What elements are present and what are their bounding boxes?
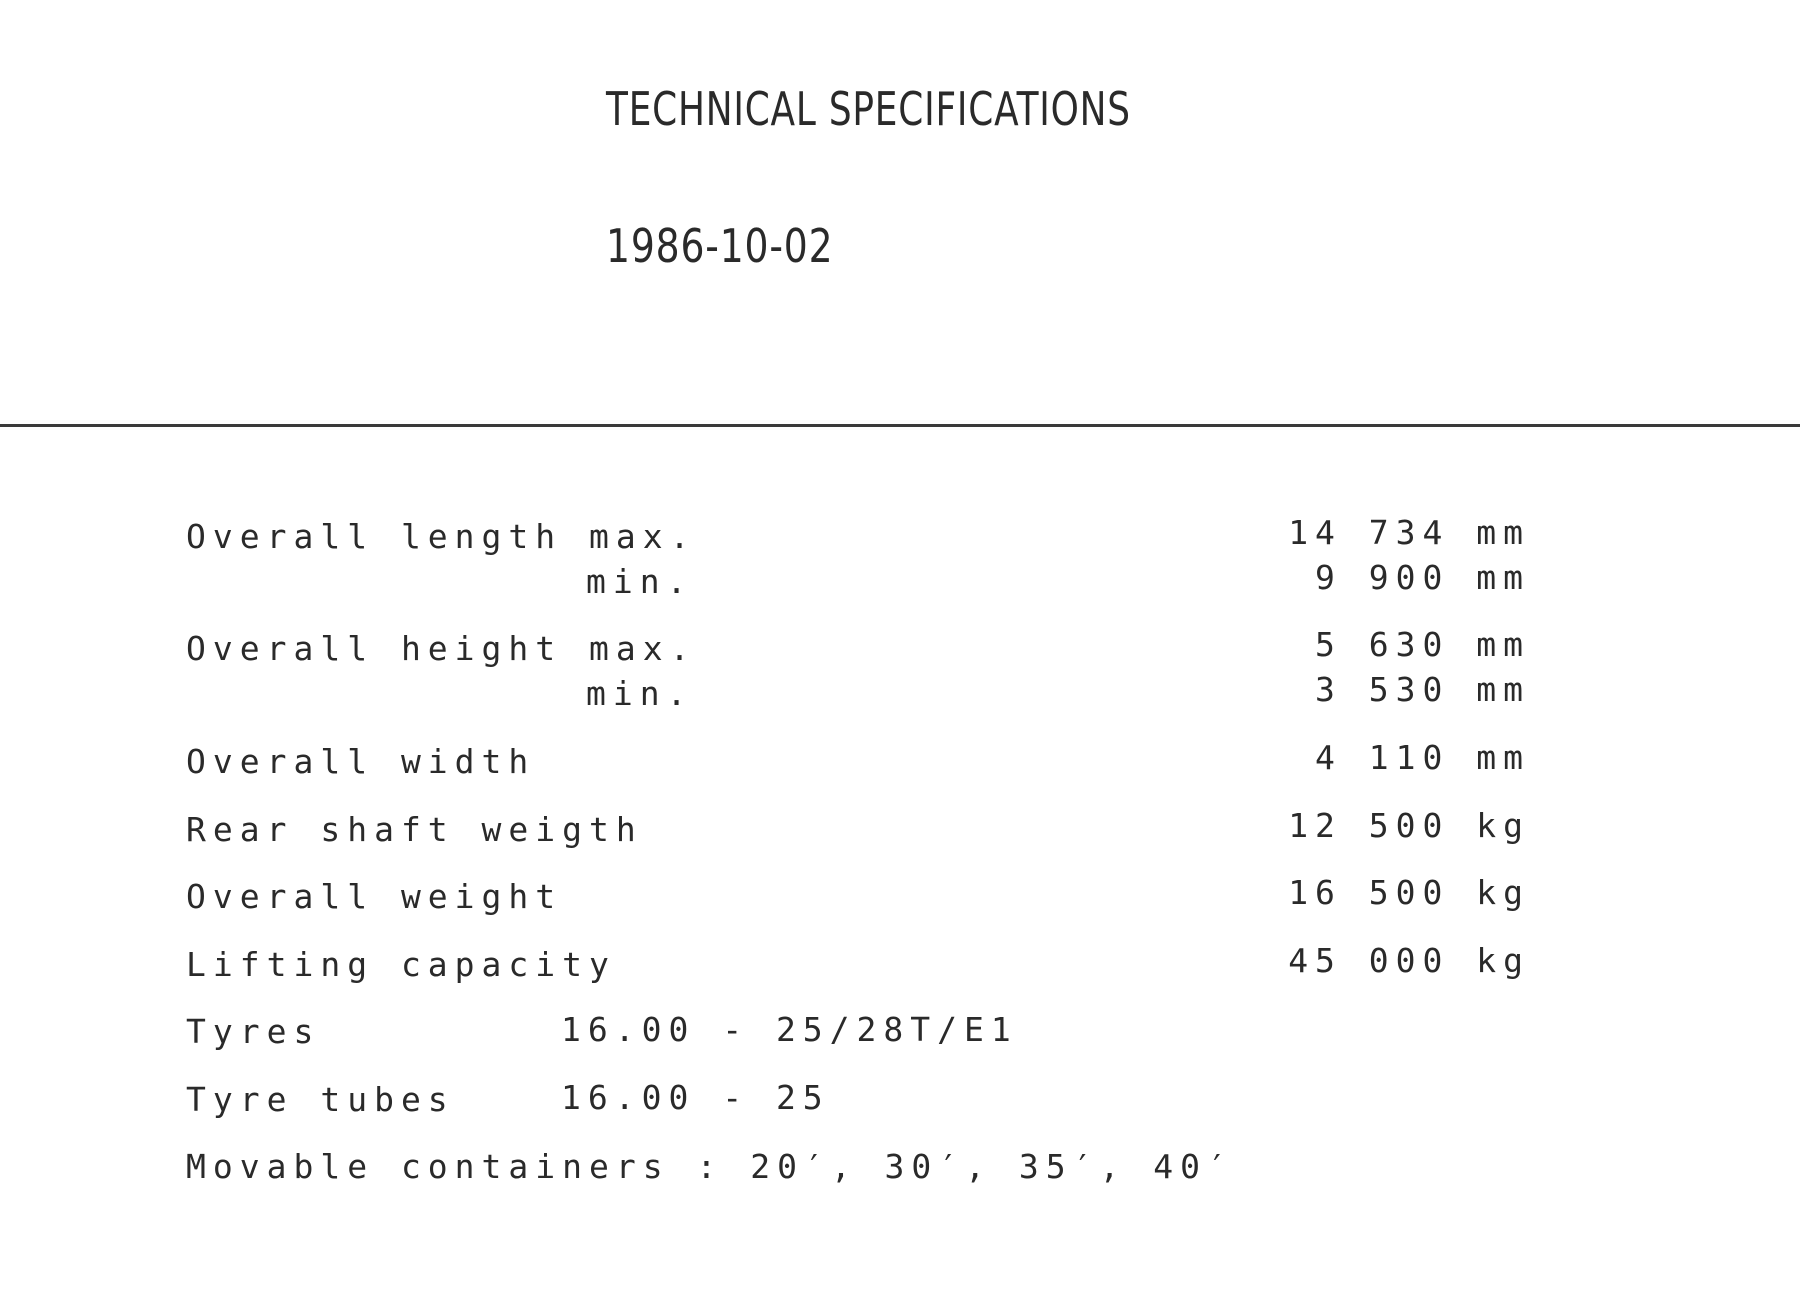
spec-value-overall-height-max: 5 630 mm (1315, 625, 1530, 664)
spec-label-overall-length-max: Overall length max. (186, 517, 697, 556)
horizontal-rule (0, 424, 1800, 427)
spec-label-overall-height-min: min. (586, 674, 694, 713)
document-date: 1986-10-02 (606, 219, 834, 273)
tyre-tubes-label: Tyre tubes (186, 1080, 455, 1119)
spec-label-overall-length-min: min. (586, 562, 694, 601)
spec-value-lifting-capacity: 45 000 kg (1288, 941, 1530, 980)
spec-label-lifting-capacity: Lifting capacity (186, 945, 616, 984)
spec-label-overall-width: Overall width (186, 742, 536, 781)
tyres-value: 16.00 - 25/28T/E1 (561, 1010, 1018, 1049)
spec-label-rear-shaft-weigth: Rear shaft weigth (186, 810, 643, 849)
tyres-label: Tyres (186, 1012, 321, 1051)
spec-value-overall-length-max: 14 734 mm (1288, 513, 1530, 552)
tyre-tubes-value: 16.00 - 25 (561, 1078, 830, 1117)
spec-value-overall-weight: 16 500 kg (1288, 873, 1530, 912)
spec-value-overall-length-min: 9 900 mm (1315, 558, 1530, 597)
spec-value-overall-height-min: 3 530 mm (1315, 670, 1530, 709)
document-title: TECHNICAL SPECIFICATIONS (606, 82, 1131, 136)
spec-label-overall-weight: Overall weight (186, 877, 563, 916)
spec-value-overall-width: 4 110 mm (1315, 738, 1530, 777)
spec-value-rear-shaft-weigth: 12 500 kg (1288, 806, 1530, 845)
spec-label-overall-height-max: Overall height max. (186, 629, 697, 668)
movable-containers-line: Movable containers : 20′, 30′, 35′, 40′ (186, 1147, 1234, 1186)
